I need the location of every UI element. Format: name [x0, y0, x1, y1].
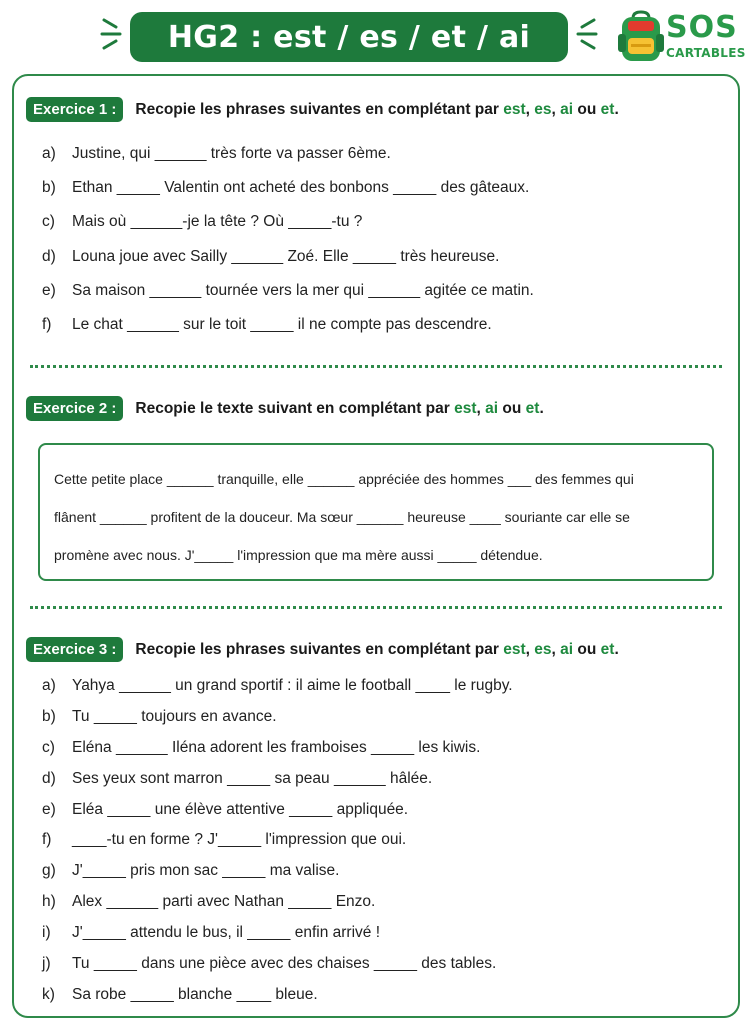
exercise-3-header [26, 637, 619, 662]
exercise-2-text-box [38, 443, 714, 581]
list-item: a) Justine, qui ______ très forte va passer 6ème. [42, 145, 391, 162]
exercise-3-list [42, 677, 513, 1017]
page-title: HG2 : est / es / et / ai [130, 12, 568, 62]
logo-wordmark: SOS [666, 10, 738, 45]
exercise-2-instruction: Recopie le texte suivant en complétant par est, ai ou et. [135, 399, 544, 417]
text-line: Cette petite place ______ tranquille, elle ______ appréciée des hommes ___ des femmes qui [54, 471, 634, 487]
list-item: e) Eléa _____ une élève attentive _____ appliquée. [42, 800, 409, 818]
list-item: c) Mais où ______-je la tête ? Où _____-tu ? [42, 213, 363, 231]
text-line: promène avec nous. J'_____ l'impression que ma mère aussi _____ détendue. [54, 547, 543, 563]
list-item: k) Sa robe _____ blanche ____ bleue. [42, 985, 318, 1003]
list-item: g) J'_____ pris mon sac _____ ma valise. [42, 862, 340, 880]
dotted-divider [30, 606, 722, 609]
list-item: f) Le chat ______ sur le toit _____ il ne compte pas descendre. [42, 315, 492, 333]
text-line: flânent ______ profitent de la douceur. Ma sœur ______ heureuse ____ souriante car elle se [54, 509, 630, 525]
list-item: j) Tu _____ dans une pièce avec des chaises _____ des tables. [42, 955, 497, 973]
exercise-1-instruction: Recopie les phrases suivantes en complétant par est, es, ai ou et. [135, 100, 619, 118]
list-item: a) Yahya ______ un grand sportif : il aime le football ____ le rugby. [42, 677, 513, 694]
exercise-1-header [26, 97, 619, 122]
exercise-3-badge: Exercice 3 : [26, 637, 123, 662]
exercise-1-list [42, 145, 534, 350]
list-item: h) Alex ______ parti avec Nathan _____ Enzo. [42, 893, 376, 911]
exercise-3-instruction: Recopie les phrases suivantes en complétant par est, es, ai ou et. [135, 640, 619, 658]
sparkle-left-icon [100, 14, 126, 54]
list-item: d) Ses yeux sont marron _____ sa peau ______ hâlée. [42, 769, 433, 787]
sparkle-right-icon [572, 14, 598, 54]
exercise-1-badge: Exercice 1 : [26, 97, 123, 122]
list-item: c) Eléna ______ Iléna adorent les framboises _____ les kiwis. [42, 738, 481, 756]
dotted-divider [30, 365, 722, 368]
logo-subtitle: CARTABLES [666, 46, 746, 60]
backpack-icon [618, 10, 664, 64]
page-header [0, 0, 751, 68]
exercise-2-header [26, 396, 544, 421]
list-item: f) ____-tu en forme ? J'_____ l'impression que oui. [42, 831, 407, 849]
list-item: i) J'_____ attendu le bus, il _____ enfin arrivé ! [42, 924, 381, 942]
exercise-2-badge: Exercice 2 : [26, 396, 123, 421]
list-item: b) Ethan _____ Valentin ont acheté des bonbons _____ des gâteaux. [42, 179, 530, 197]
list-item: e) Sa maison ______ tournée vers la mer qui ______ agitée ce matin. [42, 281, 534, 299]
list-item: b) Tu _____ toujours en avance. [42, 707, 277, 725]
list-item: d) Louna joue avec Sailly ______ Zoé. Elle _____ très heureuse. [42, 247, 500, 265]
sos-cartables-logo [618, 8, 748, 64]
